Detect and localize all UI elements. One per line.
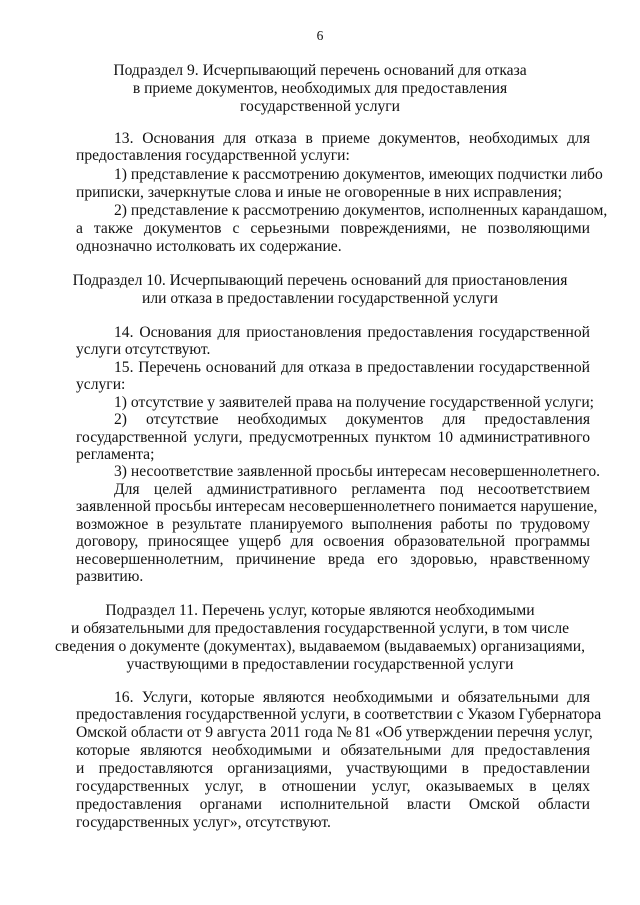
- text-line: 3) несоответствие заявленной просьбы интересам несовершеннолетнего.: [114, 463, 601, 480]
- heading-line: участвующими в предоставлении государственной услуги: [126, 656, 514, 673]
- text-line: предоставления органами исполнительной власти Омской области: [76, 796, 590, 813]
- text-line: 2) представление к рассмотрению документов, исполненных карандашом,: [114, 202, 608, 219]
- text-line: 16. Услуги, которые являются необходимыми и обязательными для: [114, 689, 590, 706]
- heading-line: и обязательными для предоставления государственной услуги, в том числе: [70, 620, 570, 637]
- heading-line: или отказа в предоставлении государственной услуги: [142, 290, 498, 307]
- text-line: государственных услуг», отсутствуют.: [76, 814, 331, 831]
- heading-line: Подраздел 11. Перечень услуг, которые являются необходимыми: [105, 602, 535, 619]
- text-line: государственных услуг, в отношении услуг, оказываемых в целях: [76, 778, 590, 795]
- text-line: приписки, зачеркнутые слова и иные не оговоренные в них исправления;: [76, 184, 562, 201]
- heading-line: сведения о документе (документах), выдаваемом (выдаваемых) организациями,: [55, 638, 585, 655]
- text-line: 1) отсутствие у заявителей права на получение государственной услуги;: [114, 394, 595, 411]
- text-line: несовершеннолетним, причинение вреда его здоровью, нравственному: [76, 551, 590, 568]
- text-line: и предоставляются организациями, участвующими в предоставлении: [76, 760, 590, 777]
- text-line: услуги отсутствуют.: [76, 341, 211, 358]
- text-line: развитию.: [76, 568, 144, 585]
- text-line: однозначно истолковать их содержание.: [76, 238, 342, 255]
- text-line: 13. Основания для отказа в приеме документов, необходимых для: [114, 130, 590, 147]
- text-line: возможное в результате планируемого выполнения работы по трудовому: [76, 516, 590, 533]
- text-line: 2) отсутствие необходимых документов для предоставления: [114, 411, 590, 428]
- text-line: Омской области от 9 августа 2011 года № 81 «Об утверждении перечня услуг,: [76, 724, 593, 741]
- text-line: 14. Основания для приостановления предоставления государственной: [114, 324, 590, 341]
- text-line: заявленной просьбы интересам несовершеннолетнего понимается нарушение,: [76, 498, 598, 515]
- text-line: регламента;: [76, 446, 155, 463]
- heading-line: государственной услуги: [239, 98, 401, 115]
- text-line: Для целей административного регламента под несоответствием: [114, 481, 590, 498]
- text-line: государственной услуги, предусмотренных пунктом 10 административного: [76, 429, 590, 446]
- text-line: 1) представление к рассмотрению документов, имеющих подчистки либо: [114, 166, 603, 183]
- text-line: 15. Перечень оснований для отказа в предоставлении государственной: [114, 359, 590, 376]
- text-line: которые являются необходимыми и обязательными для предоставления: [76, 742, 590, 759]
- page-number: 6: [316, 28, 324, 43]
- heading-line: Подраздел 10. Исчерпывающий перечень оснований для приостановления: [72, 272, 568, 289]
- text-line: а также документов с серьезными повреждениями, не позволяющими: [76, 220, 590, 237]
- text-line: предоставления государственной услуги:: [76, 147, 350, 164]
- heading-line: Подраздел 9. Исчерпывающий перечень оснований для отказа: [113, 62, 527, 79]
- text-line: предоставления государственной услуги, в соответствии с Указом Губернатора: [76, 706, 602, 723]
- text-line: услуги:: [76, 376, 126, 393]
- text-line: договору, приносящее ущерб для освоения образовательной программы: [76, 533, 590, 550]
- heading-line: в приеме документов, необходимых для предоставления: [132, 80, 508, 97]
